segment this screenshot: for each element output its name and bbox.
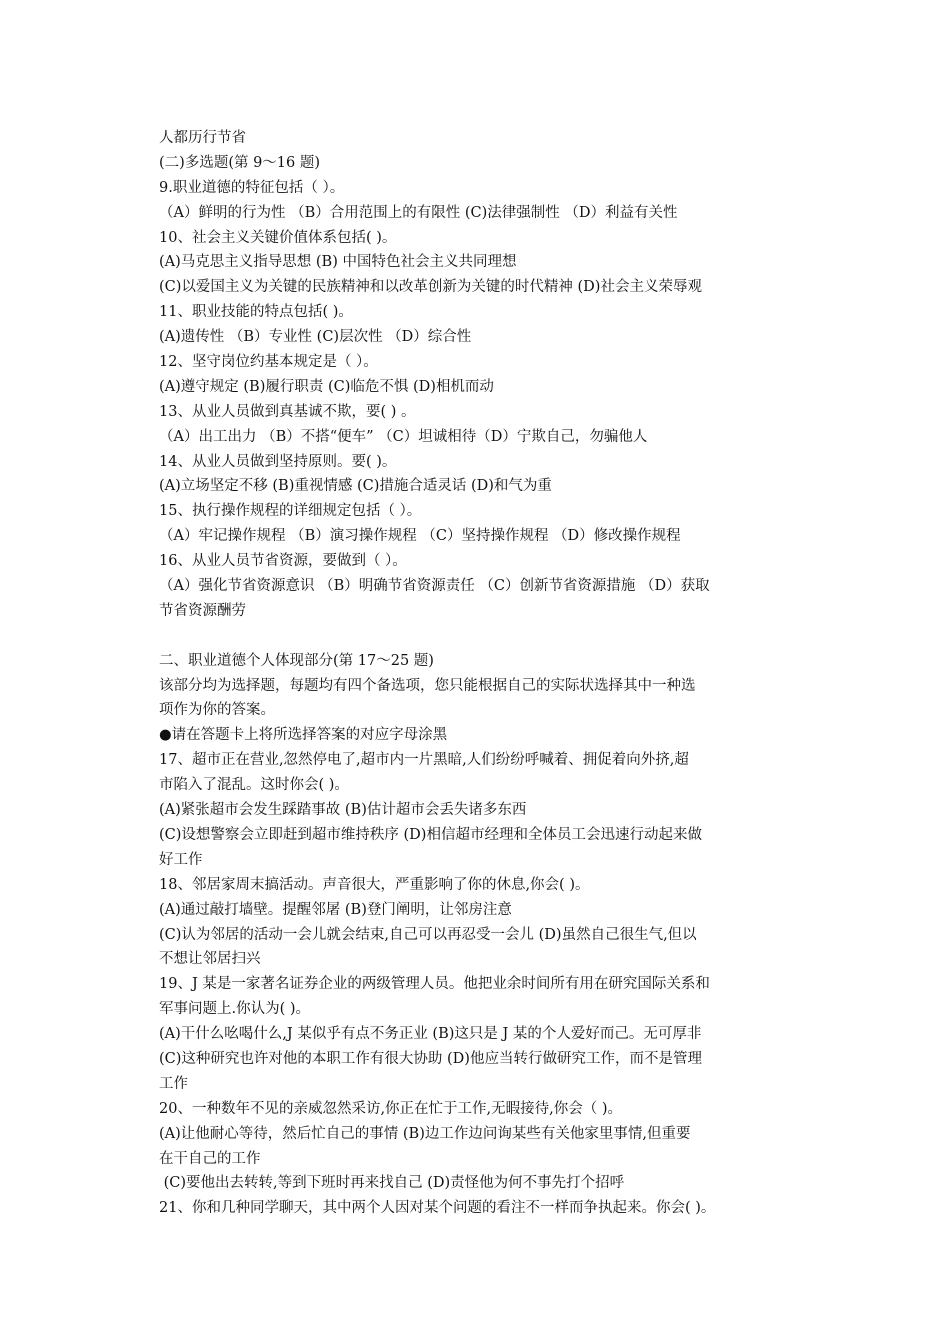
question-19-options: (C)这种研究也许对他的本职工作有很大协助 (D)他应当转行做研究工作，而不是管理 [159, 1050, 702, 1067]
question-13: 13、从业人员做到真基诚不欺，要( ) 。 [159, 403, 416, 420]
question-20-options: 在干自己的工作 [159, 1150, 261, 1167]
question-18-options: (C)认为邻居的活动一会儿就会结束,自己可以再忍受一会儿 (D)虽然自己很生气,但以 [159, 926, 697, 943]
question-15: 15、执行操作规程的详细规定包括（ ）。 [159, 503, 422, 520]
question-17: 17、超市正在营业,忽然停电了,超市内一片黑暗,人们纷纷呼喊着、拥促着向外挤,超 [159, 752, 689, 769]
question-21: 21、你和几种同学聊天，其中两个人因对某个问题的看注不一样而争执起来。你会( )。 [159, 1200, 716, 1217]
question-19-options: 工作 [159, 1075, 188, 1092]
question-17: 市陷入了混乱。这时你会( )。 [159, 777, 349, 794]
question-16-options: （A）强化节省资源意识 （B）明确节省资源责任 （C）创新节省资源措施 （D）获取 [159, 578, 710, 595]
text-line: 人都历行节省 [159, 130, 246, 146]
question-17-options: (C)设想警察会立即赶到超市维持秩序 (D)相信超市经理和全体员工会迅速行动起来做 [159, 826, 702, 843]
question-18-options: 不想让邻居扫兴 [159, 951, 261, 968]
question-11-options: (A)遗传性 （B）专业性 (C)层次性 （D）综合性 [159, 329, 472, 346]
question-9: 9.职业道德的特征包括（ ）。 [159, 179, 345, 196]
section-instructions: 项作为你的答案。 [159, 702, 275, 719]
section-heading: (二)多选题(第 9～16 题) [159, 154, 321, 171]
question-20: 20、一种数年不见的亲威忽然采访,你正在忙于工作,无暇接待,你会（ )。 [159, 1100, 623, 1117]
question-15-options: （A）牢记操作规程 （B）演习操作规程 （C）坚持操作规程 （D）修改操作规程 [159, 528, 681, 545]
question-16-options: 节省资源酬劳 [159, 602, 246, 619]
question-19-options: (A)干什么吆喝什么,J 某似乎有点不务正业 (B)这只是 J 某的个人爱好而己。无可厚非 [159, 1026, 702, 1043]
question-12-options: (A)遵守规定 (B)履行职责 (C)临危不惧 (D)相机而动 [159, 378, 494, 395]
section-instructions: 该部分均为选择题，每题均有四个备选项，您只能根据自己的实际状选择其中一种选 [159, 677, 696, 694]
question-10-options: (C)以爱国主义为关键的民族精神和以改革创新为关键的时代精神 (D)社会主义荣辱观 [159, 279, 702, 296]
question-14-options: (A)立场坚定不移 (B)重视情感 (C)措施合适灵话 (D)和气为重 [159, 478, 552, 495]
answer-sheet-note: ●请在答题卡上将所选择答案的对应字母涂黑 [159, 727, 448, 744]
blank-line [159, 624, 799, 649]
question-20-options: (C)要他出去转转,等到下班时再来找自己 (D)责怪他为何不事先打个招呼 [159, 1175, 625, 1192]
document-body [159, 126, 799, 1221]
question-12: 12、坚守岗位约基本规定是（ ）。 [159, 354, 378, 371]
question-17-options: 好工作 [159, 851, 203, 868]
question-11: 11、职业技能的特点包括( )。 [159, 304, 353, 321]
question-19: 19、J 某是一家著名证券企业的两级管理人员。他把业余时间所有用在研究国际关系和 [159, 976, 710, 993]
question-16: 16、从业人员节省资源，要做到（ ）。 [159, 553, 407, 570]
question-18-options: (A)通过敲打墙壁。提醒邻屠 (B)登门阐明，让邻房注意 [159, 901, 512, 918]
question-9-options: （A）鲜明的行为性 （B）合用范围上的有限性 (C)法律强制性 （D）利益有关性 [159, 204, 678, 221]
question-20-options: (A)让他耐心等待，然后忙自己的事情 (B)边工作边问询某些有关他家里事情,但重要 [159, 1125, 691, 1142]
question-10-options: (A)马克思主义指导思想 (B) 中国特色社会主义共同理想 [159, 254, 517, 271]
question-18: 18、邻居家周末搞活动。声音很大，严重影响了你的休息,你会( )。 [159, 876, 590, 893]
question-13-options: （A）出工出力 （B）不搭“便车” （C）坦诚相待（D）宁欺自己，勿骗他人 [159, 428, 648, 445]
section-heading: 二、职业道德个人体现部分(第 17～25 题) [159, 652, 434, 669]
question-19: 军事问题上.你认为( )。 [159, 1001, 311, 1018]
question-17-options: (A)紧张超市会发生踩踏事故 (B)估计超市会丢失诸多东西 [159, 802, 527, 819]
question-14: 14、从业人员做到坚持原则。要( )。 [159, 453, 397, 470]
question-10: 10、社会主义关键价值体系包括( )。 [159, 229, 397, 246]
